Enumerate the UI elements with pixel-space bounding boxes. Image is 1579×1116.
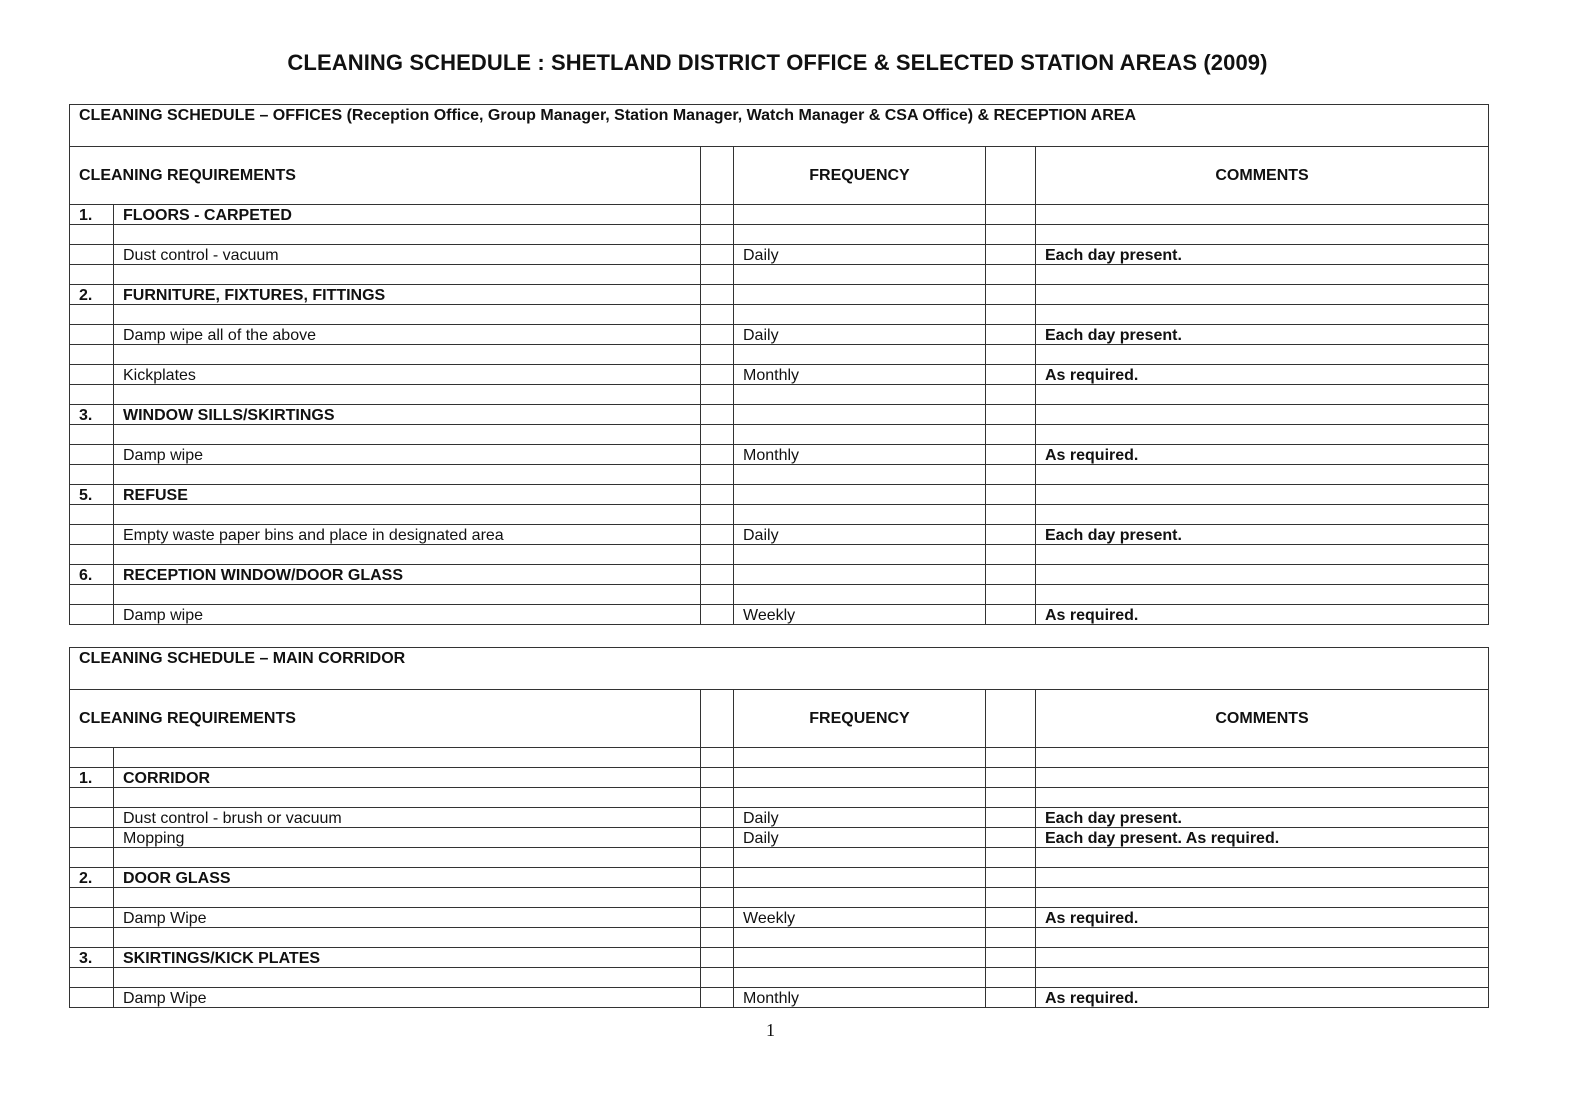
item-number — [70, 928, 114, 948]
spacer-cell — [701, 808, 734, 828]
spacer-cell — [986, 365, 1036, 385]
requirement-text: Damp wipe — [114, 445, 701, 465]
frequency-value — [734, 225, 986, 245]
item-number — [70, 525, 114, 545]
section-heading: SKIRTINGS/KICK PLATES — [114, 948, 701, 968]
comment-value — [1036, 768, 1489, 788]
item-number: 3. — [70, 405, 114, 425]
frequency-value — [734, 788, 986, 808]
spacer-cell — [701, 305, 734, 325]
requirement-text — [114, 465, 701, 485]
item-number: 3. — [70, 948, 114, 968]
spacer-cell — [701, 868, 734, 888]
frequency-value — [734, 748, 986, 768]
frequency-value — [734, 948, 986, 968]
section-heading: WINDOW SILLS/SKIRTINGS — [114, 405, 701, 425]
frequency-value — [734, 888, 986, 908]
section-heading-row — [70, 565, 1489, 585]
blank-row — [70, 585, 1489, 605]
item-number — [70, 828, 114, 848]
spacer-cell — [701, 365, 734, 385]
comment-value — [1036, 585, 1489, 605]
frequency-value — [734, 345, 986, 365]
frequency-value — [734, 505, 986, 525]
item-number: 5. — [70, 485, 114, 505]
comment-value: As required. — [1036, 445, 1489, 465]
requirement-text: Damp Wipe — [114, 908, 701, 928]
spacer-cell — [701, 325, 734, 345]
table-row — [70, 325, 1489, 345]
section-title: CLEANING SCHEDULE – MAIN CORRIDOR — [70, 648, 1489, 690]
frequency-value: Daily — [734, 245, 986, 265]
frequency-value — [734, 928, 986, 948]
blank-row — [70, 545, 1489, 565]
comment-value — [1036, 748, 1489, 768]
blank-row — [70, 968, 1489, 988]
frequency-value — [734, 485, 986, 505]
comment-value — [1036, 285, 1489, 305]
spacer-cell — [701, 285, 734, 305]
requirement-text: Damp Wipe — [114, 988, 701, 1008]
header-comments: COMMENTS — [1036, 690, 1489, 748]
spacer-cell — [986, 565, 1036, 585]
spacer-cell — [986, 485, 1036, 505]
spacer-cell — [986, 405, 1036, 425]
blank-row — [70, 345, 1489, 365]
comment-value — [1036, 948, 1489, 968]
requirement-text — [114, 305, 701, 325]
section-heading: RECEPTION WINDOW/DOOR GLASS — [114, 565, 701, 585]
blank-row — [70, 888, 1489, 908]
offices-schedule-table — [69, 104, 1489, 625]
item-number — [70, 545, 114, 565]
spacer-cell — [986, 325, 1036, 345]
comment-value — [1036, 505, 1489, 525]
comment-value: Each day present. — [1036, 245, 1489, 265]
item-number: 2. — [70, 285, 114, 305]
spacer-cell — [701, 908, 734, 928]
item-number — [70, 465, 114, 485]
frequency-value — [734, 868, 986, 888]
spacer-cell — [701, 768, 734, 788]
spacer-cell — [701, 505, 734, 525]
spacer-cell — [701, 445, 734, 465]
frequency-value: Weekly — [734, 908, 986, 928]
blank-row — [70, 225, 1489, 245]
frequency-value — [734, 405, 986, 425]
requirement-text — [114, 425, 701, 445]
spacer-cell — [701, 465, 734, 485]
spacer-cell — [986, 525, 1036, 545]
comment-value — [1036, 968, 1489, 988]
comment-value — [1036, 385, 1489, 405]
spacer-cell — [701, 788, 734, 808]
requirement-text: Damp wipe all of the above — [114, 325, 701, 345]
spacer-cell — [986, 868, 1036, 888]
section-heading-row — [70, 768, 1489, 788]
comment-value: As required. — [1036, 988, 1489, 1008]
item-number: 2. — [70, 868, 114, 888]
requirement-text — [114, 385, 701, 405]
frequency-value — [734, 305, 986, 325]
item-number — [70, 505, 114, 525]
section-heading-row — [70, 868, 1489, 888]
comment-value — [1036, 345, 1489, 365]
spacer-cell — [701, 345, 734, 365]
header-requirements: CLEANING REQUIREMENTS — [70, 690, 701, 748]
blank-row — [70, 928, 1489, 948]
blank-row — [70, 505, 1489, 525]
section-heading-row — [70, 948, 1489, 968]
spacer-cell — [701, 545, 734, 565]
spacer-cell — [986, 948, 1036, 968]
section-title: CLEANING SCHEDULE – OFFICES (Reception Office, Group Manager, Station Manager, Watch Manager & CSA Office) & RECEPTION AREA — [70, 105, 1489, 147]
spacer-cell — [986, 545, 1036, 565]
comment-value — [1036, 485, 1489, 505]
spacer-cell — [986, 245, 1036, 265]
frequency-value: Weekly — [734, 605, 986, 625]
requirement-text — [114, 928, 701, 948]
requirement-text: Empty waste paper bins and place in designated area — [114, 525, 701, 545]
document-title: CLEANING SCHEDULE : SHETLAND DISTRICT OFFICE & SELECTED STATION AREAS (2009) — [287, 50, 1268, 75]
comment-value — [1036, 848, 1489, 868]
item-number — [70, 445, 114, 465]
item-number: 1. — [70, 768, 114, 788]
page-number: 1 — [766, 1020, 775, 1040]
spacer-cell — [701, 888, 734, 908]
spacer-cell — [986, 585, 1036, 605]
spacer-cell — [701, 485, 734, 505]
requirement-text — [114, 505, 701, 525]
requirement-text: Kickplates — [114, 365, 701, 385]
spacer-cell — [701, 385, 734, 405]
spacer-cell — [986, 988, 1036, 1008]
blank-row — [70, 848, 1489, 868]
item-number — [70, 345, 114, 365]
spacer-cell — [701, 425, 734, 445]
item-number — [70, 385, 114, 405]
spacer-cell — [986, 828, 1036, 848]
table-row — [70, 605, 1489, 625]
requirement-text — [114, 545, 701, 565]
spacer-cell — [986, 968, 1036, 988]
spacer-cell — [701, 928, 734, 948]
spacer-cell — [701, 605, 734, 625]
frequency-value — [734, 768, 986, 788]
spacer-cell — [986, 605, 1036, 625]
comment-value — [1036, 465, 1489, 485]
requirement-text: Damp wipe — [114, 605, 701, 625]
spacer-cell — [701, 828, 734, 848]
spacer-cell — [701, 565, 734, 585]
comment-value — [1036, 888, 1489, 908]
section-heading-row — [70, 285, 1489, 305]
item-number — [70, 968, 114, 988]
frequency-value — [734, 565, 986, 585]
frequency-value: Monthly — [734, 445, 986, 465]
blank-row — [70, 265, 1489, 285]
comment-value: As required. — [1036, 605, 1489, 625]
item-number — [70, 425, 114, 445]
frequency-value — [734, 545, 986, 565]
table-row — [70, 365, 1489, 385]
requirement-text — [114, 848, 701, 868]
section-heading: FURNITURE, FIXTURES, FITTINGS — [114, 285, 701, 305]
blank-row — [70, 748, 1489, 768]
spacer-cell — [986, 345, 1036, 365]
item-number — [70, 808, 114, 828]
spacer-cell — [986, 908, 1036, 928]
item-number — [70, 908, 114, 928]
frequency-value — [734, 848, 986, 868]
spacer-cell — [701, 265, 734, 285]
table-row — [70, 445, 1489, 465]
spacer-cell — [986, 788, 1036, 808]
spacer-cell — [986, 285, 1036, 305]
section-heading: FLOORS - CARPETED — [114, 205, 701, 225]
spacer-cell — [701, 748, 734, 768]
header-frequency: FREQUENCY — [734, 147, 986, 205]
spacer-cell — [986, 205, 1036, 225]
section-heading: REFUSE — [114, 485, 701, 505]
item-number — [70, 605, 114, 625]
spacer-cell — [986, 888, 1036, 908]
header-frequency: FREQUENCY — [734, 690, 986, 748]
comment-value — [1036, 205, 1489, 225]
requirement-text — [114, 748, 701, 768]
header-requirements: CLEANING REQUIREMENTS — [70, 147, 701, 205]
comment-value: As required. — [1036, 908, 1489, 928]
blank-row — [70, 425, 1489, 445]
spacer-cell — [986, 928, 1036, 948]
spacer-cell — [986, 305, 1036, 325]
spacer-cell — [701, 848, 734, 868]
item-number — [70, 888, 114, 908]
blank-row — [70, 385, 1489, 405]
frequency-value: Daily — [734, 525, 986, 545]
spacer-cell — [986, 225, 1036, 245]
spacer-cell — [701, 525, 734, 545]
comment-value: Each day present. — [1036, 808, 1489, 828]
requirement-text — [114, 968, 701, 988]
item-number — [70, 325, 114, 345]
spacer-cell — [701, 948, 734, 968]
section-heading-row — [70, 485, 1489, 505]
requirement-text: Dust control - vacuum — [114, 245, 701, 265]
requirement-text: Mopping — [114, 828, 701, 848]
table-row — [70, 988, 1489, 1008]
spacer-cell — [986, 465, 1036, 485]
comment-value — [1036, 565, 1489, 585]
spacer-cell — [986, 385, 1036, 405]
comment-value — [1036, 305, 1489, 325]
requirement-text — [114, 585, 701, 605]
spacer-cell — [986, 768, 1036, 788]
spacer-cell — [701, 988, 734, 1008]
blank-row — [70, 305, 1489, 325]
frequency-value — [734, 968, 986, 988]
spacer-cell — [986, 425, 1036, 445]
comment-value — [1036, 265, 1489, 285]
section-heading: CORRIDOR — [114, 768, 701, 788]
spacer-cell — [986, 748, 1036, 768]
requirement-text — [114, 265, 701, 285]
table-row — [70, 245, 1489, 265]
requirement-text — [114, 888, 701, 908]
table-row — [70, 828, 1489, 848]
item-number — [70, 988, 114, 1008]
item-number — [70, 365, 114, 385]
frequency-value: Monthly — [734, 988, 986, 1008]
item-number — [70, 265, 114, 285]
spacer-cell — [701, 585, 734, 605]
frequency-value — [734, 285, 986, 305]
comment-value: Each day present. — [1036, 525, 1489, 545]
frequency-value — [734, 585, 986, 605]
item-number: 6. — [70, 565, 114, 585]
frequency-value: Daily — [734, 325, 986, 345]
item-number — [70, 848, 114, 868]
item-number: 1. — [70, 205, 114, 225]
item-number — [70, 585, 114, 605]
frequency-value — [734, 425, 986, 445]
section-heading-row — [70, 405, 1489, 425]
comment-value — [1036, 425, 1489, 445]
spacer-cell — [701, 205, 734, 225]
spacer-cell — [986, 505, 1036, 525]
spacer-cell — [701, 245, 734, 265]
frequency-value: Monthly — [734, 365, 986, 385]
comment-value: As required. — [1036, 365, 1489, 385]
table-row — [70, 808, 1489, 828]
frequency-value — [734, 205, 986, 225]
requirement-text — [114, 225, 701, 245]
frequency-value: Daily — [734, 808, 986, 828]
comment-value — [1036, 545, 1489, 565]
blank-row — [70, 788, 1489, 808]
table-row — [70, 908, 1489, 928]
spacer-cell — [986, 808, 1036, 828]
item-number — [70, 225, 114, 245]
comment-value — [1036, 868, 1489, 888]
spacer-cell — [986, 265, 1036, 285]
spacer-cell — [986, 848, 1036, 868]
frequency-value — [734, 465, 986, 485]
item-number — [70, 788, 114, 808]
spacer-cell — [701, 405, 734, 425]
comment-value: Each day present. — [1036, 325, 1489, 345]
table-row — [70, 525, 1489, 545]
item-number — [70, 245, 114, 265]
spacer-cell — [986, 445, 1036, 465]
comment-value — [1036, 225, 1489, 245]
item-number — [70, 305, 114, 325]
frequency-value — [734, 265, 986, 285]
item-number — [70, 748, 114, 768]
comment-value: Each day present. As required. — [1036, 828, 1489, 848]
requirement-text: Dust control - brush or vacuum — [114, 808, 701, 828]
requirement-text — [114, 345, 701, 365]
spacer-cell — [701, 968, 734, 988]
corridor-schedule-table — [69, 647, 1489, 1008]
comment-value — [1036, 928, 1489, 948]
header-comments: COMMENTS — [1036, 147, 1489, 205]
comment-value — [1036, 788, 1489, 808]
blank-row — [70, 465, 1489, 485]
frequency-value — [734, 385, 986, 405]
requirement-text — [114, 788, 701, 808]
section-heading-row — [70, 205, 1489, 225]
section-heading: DOOR GLASS — [114, 868, 701, 888]
spacer-cell — [701, 225, 734, 245]
comment-value — [1036, 405, 1489, 425]
frequency-value: Daily — [734, 828, 986, 848]
